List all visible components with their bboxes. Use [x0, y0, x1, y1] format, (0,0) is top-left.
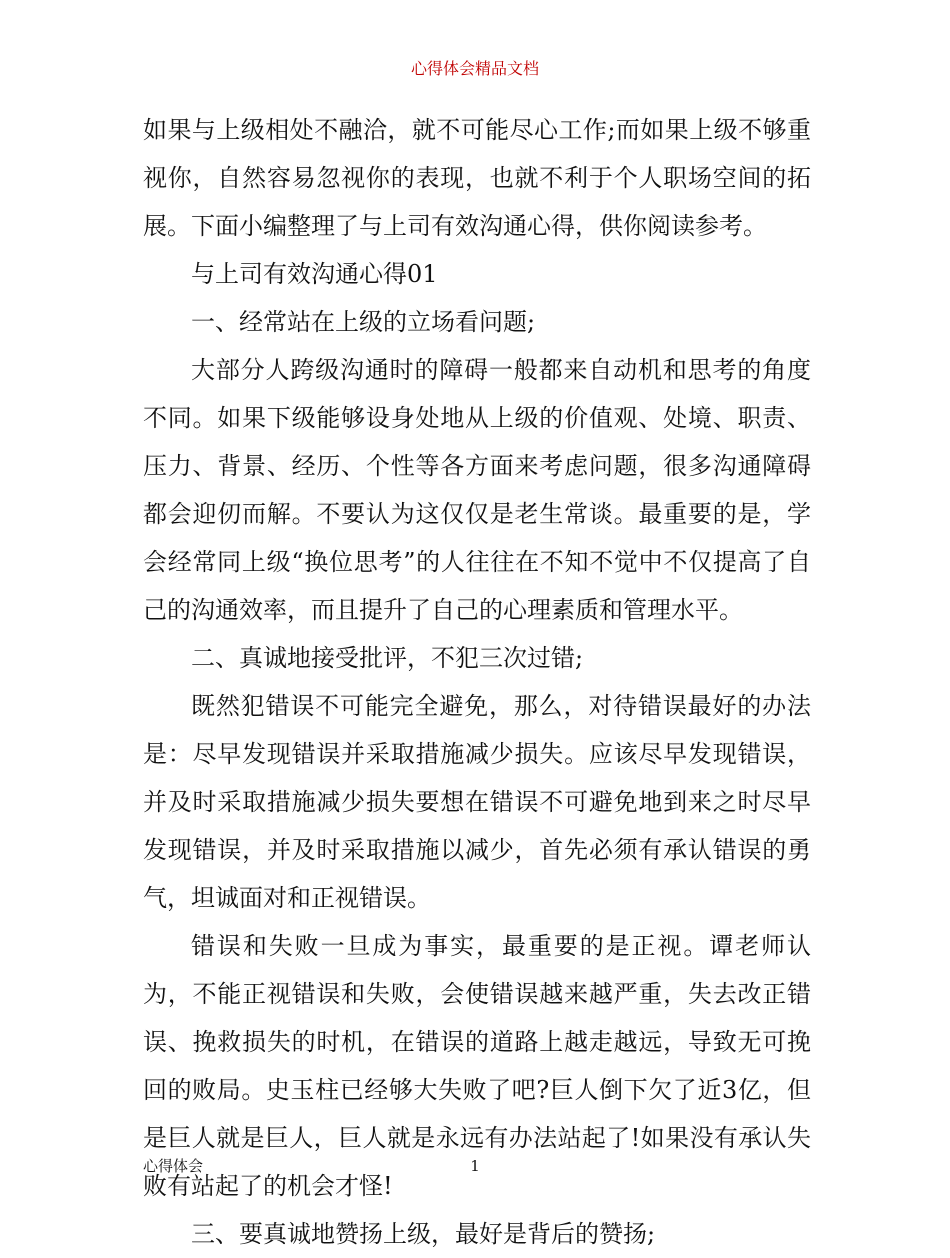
point-heading-2: 二、真诚地接受批评，不犯三次过错;	[191, 644, 584, 672]
body-paragraph-2: 既然犯错误不可能完全避免，那么，对待错误最好的办法是：尽早发现错误并采取措施减少损失。应该尽早发现错误，并及时采取措施减少损失要想在错误不可避免地到来之时尽早发现错误，并及时采取措施以减少，首先必须有承认错误的勇气，坦诚面对和正视错误。	[143, 692, 811, 912]
document-body	[143, 106, 811, 1258]
body-paragraph-1: 大部分人跨级沟通时的障碍一般都来自动机和思考的角度不同。如果下级能够设身处地从上级的价值观、处境、职责、压力、背景、经历、个性等各方面来考虑问题，很多沟通障碍都会迎仞而解。不要认为这仅仅是老生常谈。最重要的是，学会经常同上级“换位思考”的人往往在不知不觉中不仅提高了自己的沟通效率，而且提升了自己的心理素质和管理水平。	[143, 356, 811, 624]
point-heading-3: 三、要真诚地赞扬上级，最好是背后的赞扬;	[191, 1220, 656, 1248]
page-header-title: 心得体会精品文档	[410, 59, 539, 78]
body-paragraph-3: 错误和失败一旦成为事实，最重要的是正视。谭老师认为，不能正视错误和失败，会使错误越来越严重，失去改正错误、挽救损失的时机，在错误的道路上越走越远，导致无可挽回的败局。史玉柱已经够大失败了吧?巨人倒下欠了近3亿，但是巨人就是巨人，巨人就是永远有办法站起了!如果没有承认失败有站起了的机会才怪!	[143, 932, 811, 1200]
point-heading-1: 一、经常站在上级的立场看问题;	[191, 308, 536, 336]
intro-paragraph: 如果与上级相处不融洽，就不可能尽心工作;而如果上级不够重视你，自然容易忽视你的表现，也就不利于个人职场空间的拓展。下面小编整理了与上司有效沟通心得，供你阅读参考。	[143, 116, 811, 240]
section-title: 与上司有效沟通心得01	[191, 260, 438, 288]
footer-label: 心得体会	[143, 1157, 204, 1175]
page-number: 1	[470, 1157, 480, 1175]
